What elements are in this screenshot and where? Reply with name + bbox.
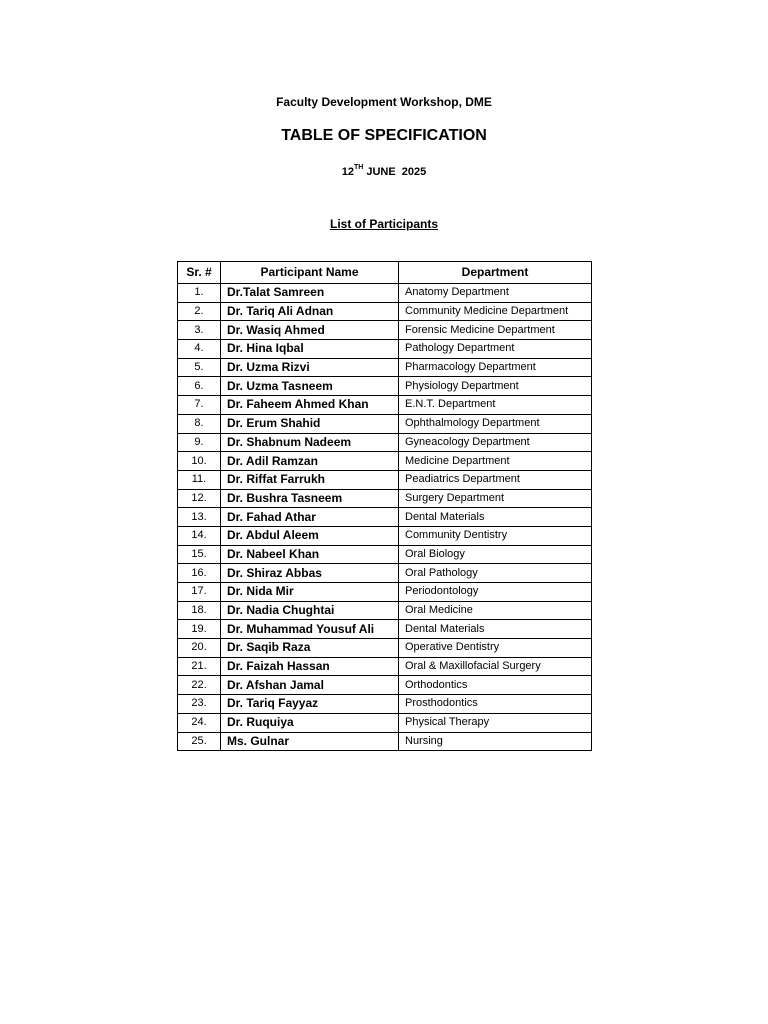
row-serial-number: 16. [178, 564, 221, 583]
workshop-heading: Faculty Development Workshop, DME [276, 95, 492, 109]
table-row [178, 639, 592, 658]
table-header-row [178, 262, 592, 284]
participant-name: Dr. Nida Mir [221, 583, 399, 602]
participant-name: Dr. Uzma Tasneem [221, 377, 399, 396]
row-serial-number: 21. [178, 657, 221, 676]
table-row [178, 676, 592, 695]
date-day: 12 [341, 166, 354, 178]
table-row [178, 358, 592, 377]
row-serial-number: 11. [178, 470, 221, 489]
table-row [178, 732, 592, 751]
table-row [178, 284, 592, 303]
participant-name: Dr. Adil Ramzan [221, 452, 399, 471]
department-name: Operative Dentistry [399, 639, 592, 658]
row-serial-number: 3. [178, 321, 221, 340]
table-row [178, 545, 592, 564]
participant-name: Dr. Uzma Rizvi [221, 358, 399, 377]
table-row [178, 433, 592, 452]
list-title: List of Participants [329, 217, 439, 231]
row-serial-number: 6. [178, 377, 221, 396]
department-name: E.N.T. Department [399, 396, 592, 415]
department-name: Pharmacology Department [399, 358, 592, 377]
table-row [178, 657, 592, 676]
table-row [178, 508, 592, 527]
row-serial-number: 20. [178, 639, 221, 658]
department-name: Periodontology [399, 583, 592, 602]
department-name: Anatomy Department [399, 284, 592, 303]
participant-name: Dr. Hina Iqbal [221, 340, 399, 359]
participant-name: Dr. Ruquiya [221, 713, 399, 732]
row-serial-number: 13. [178, 508, 221, 527]
department-name: Dental Materials [399, 508, 592, 527]
table-row [178, 377, 592, 396]
department-name: Gyneacology Department [399, 433, 592, 452]
row-serial-number: 1. [178, 284, 221, 303]
department-name: Ophthalmology Department [399, 414, 592, 433]
column-header-sr: Sr. # [178, 262, 221, 284]
row-serial-number: 5. [178, 358, 221, 377]
row-serial-number: 2. [178, 302, 221, 321]
table-row [178, 583, 592, 602]
row-serial-number: 7. [178, 396, 221, 415]
department-name: Community Medicine Department [399, 302, 592, 321]
participant-name: Dr. Tariq Fayyaz [221, 695, 399, 714]
participant-name: Dr. Tariq Ali Adnan [221, 302, 399, 321]
row-serial-number: 14. [178, 526, 221, 545]
column-header-department: Department [399, 262, 592, 284]
participant-name: Dr. Erum Shahid [221, 414, 399, 433]
participant-name: Dr. Faizah Hassan [221, 657, 399, 676]
table-row [178, 396, 592, 415]
table-row [178, 321, 592, 340]
department-name: Peadiatrics Department [399, 470, 592, 489]
participant-name: Dr. Shabnum Nadeem [221, 433, 399, 452]
table-row [178, 601, 592, 620]
department-name: Medicine Department [399, 452, 592, 471]
row-serial-number: 4. [178, 340, 221, 359]
table-row [178, 470, 592, 489]
department-name: Physiology Department [399, 377, 592, 396]
department-name: Prosthodontics [399, 695, 592, 714]
table-row [178, 452, 592, 471]
department-name: Pathology Department [399, 340, 592, 359]
department-name: Oral Medicine [399, 601, 592, 620]
participant-name: Dr.Talat Samreen [221, 284, 399, 303]
department-name: Oral & Maxillofacial Surgery [399, 657, 592, 676]
department-name: Community Dentistry [399, 526, 592, 545]
department-name: Oral Biology [399, 545, 592, 564]
participant-name: Dr. Afshan Jamal [221, 676, 399, 695]
row-serial-number: 24. [178, 713, 221, 732]
row-serial-number: 8. [178, 414, 221, 433]
participant-name: Dr. Saqib Raza [221, 639, 399, 658]
table-row [178, 564, 592, 583]
participant-name: Dr. Nadia Chughtai [221, 601, 399, 620]
table-row [178, 489, 592, 508]
department-name: Dental Materials [399, 620, 592, 639]
row-serial-number: 15. [178, 545, 221, 564]
column-header-name: Participant Name [221, 262, 399, 284]
date-month-year: JUNE 2025 [363, 166, 427, 178]
table-row [178, 620, 592, 639]
row-serial-number: 17. [178, 583, 221, 602]
department-name: Orthodontics [399, 676, 592, 695]
row-serial-number: 25. [178, 732, 221, 751]
table-row [178, 713, 592, 732]
department-name: Nursing [399, 732, 592, 751]
table-row [178, 695, 592, 714]
participant-name: Dr. Wasiq Ahmed [221, 321, 399, 340]
participant-name: Dr. Nabeel Khan [221, 545, 399, 564]
department-name: Oral Pathology [399, 564, 592, 583]
row-serial-number: 10. [178, 452, 221, 471]
date-suffix: TH [353, 164, 364, 171]
department-name: Surgery Department [399, 489, 592, 508]
participant-name: Dr. Fahad Athar [221, 508, 399, 527]
table-row [178, 526, 592, 545]
participant-name: Dr. Muhammad Yousuf Ali [221, 620, 399, 639]
department-name: Forensic Medicine Department [399, 321, 592, 340]
participant-name: Dr. Abdul Aleem [221, 526, 399, 545]
table-row [178, 302, 592, 321]
row-serial-number: 12. [178, 489, 221, 508]
participant-name: Dr. Shiraz Abbas [221, 564, 399, 583]
document-title: TABLE OF SPECIFICATION [281, 127, 487, 144]
document-date [0, 166, 768, 178]
participant-name: Dr. Riffat Farrukh [221, 470, 399, 489]
table-row [178, 414, 592, 433]
department-name: Physical Therapy [399, 713, 592, 732]
row-serial-number: 22. [178, 676, 221, 695]
row-serial-number: 23. [178, 695, 221, 714]
participant-name: Ms. Gulnar [221, 732, 399, 751]
row-serial-number: 19. [178, 620, 221, 639]
table-row [178, 340, 592, 359]
participant-name: Dr. Faheem Ahmed Khan [221, 396, 399, 415]
row-serial-number: 18. [178, 601, 221, 620]
row-serial-number: 9. [178, 433, 221, 452]
participant-name: Dr. Bushra Tasneem [221, 489, 399, 508]
participants-table [177, 261, 592, 751]
